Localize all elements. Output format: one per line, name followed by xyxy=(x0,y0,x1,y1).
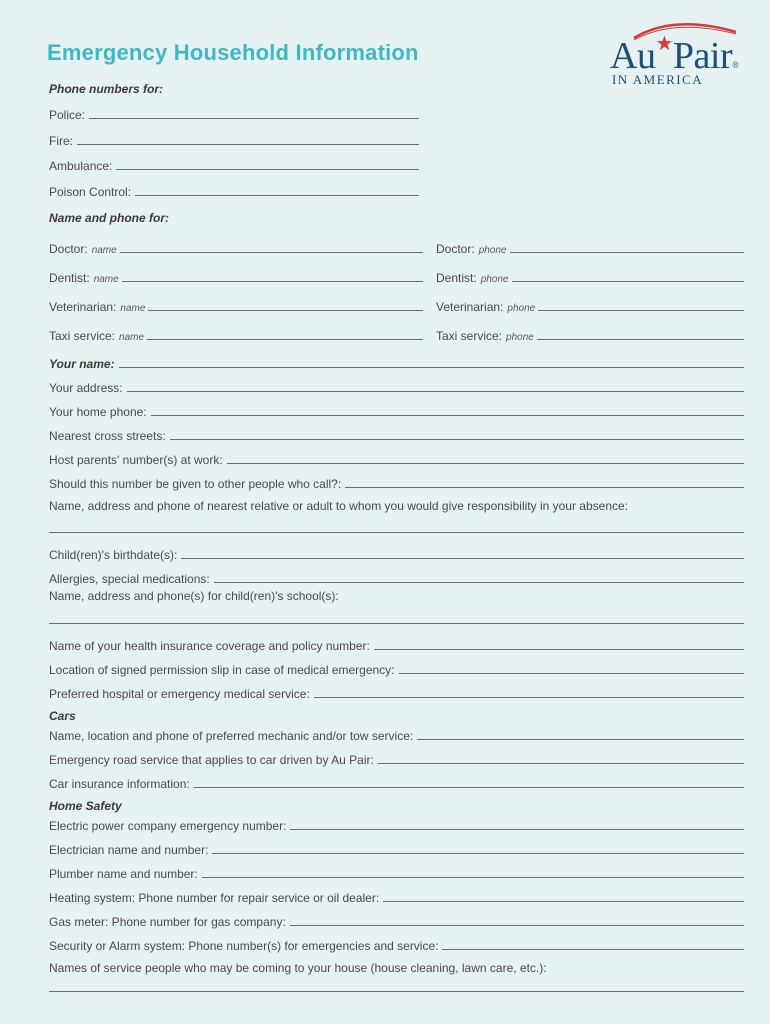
car-insurance-field[interactable]: Car insurance information: xyxy=(49,775,744,791)
section-home-safety: Home Safety xyxy=(49,799,122,813)
logo-subtitle: IN AMERICA xyxy=(612,72,704,87)
ambulance-field[interactable]: Ambulance: xyxy=(49,157,419,173)
poison-control-field[interactable]: Poison Control: xyxy=(49,183,419,199)
taxi-name-field[interactable]: Taxi service: name xyxy=(49,327,423,343)
doctor-phone-field[interactable]: Doctor: phone xyxy=(436,240,744,256)
veterinarian-name-field[interactable]: Veterinarian: name xyxy=(49,298,423,314)
fire-field[interactable]: Fire: xyxy=(49,132,419,148)
plumber-field[interactable]: Plumber name and number: xyxy=(49,865,744,881)
insurance-field[interactable]: Name of your health insurance coverage and policy number: xyxy=(49,637,744,653)
veterinarian-phone-field[interactable]: Veterinarian: phone xyxy=(436,298,744,314)
relative-label: Name, address and phone of nearest relative or adult to whom you would give responsibility in your absence: xyxy=(49,499,628,513)
address-field[interactable]: Your address: xyxy=(49,379,744,395)
taxi-phone-field[interactable]: Taxi service: phone xyxy=(436,327,744,343)
school-line[interactable] xyxy=(49,623,744,624)
section-phone-numbers: Phone numbers for: xyxy=(49,82,164,96)
security-field[interactable]: Security or Alarm system: Phone number(s) for emergencies and service: xyxy=(49,937,744,953)
home-phone-field[interactable]: Your home phone: xyxy=(49,403,744,419)
mechanic-field[interactable]: Name, location and phone of preferred mechanic and/or tow service: xyxy=(49,727,744,743)
section-cars: Cars xyxy=(49,709,76,723)
your-name-field[interactable]: Your name: xyxy=(49,355,744,371)
gas-field[interactable]: Gas meter: Phone number for gas company: xyxy=(49,913,744,929)
power-field[interactable]: Electric power company emergency number: xyxy=(49,817,744,833)
logo-star-icon: ★ xyxy=(655,33,673,55)
hospital-field[interactable]: Preferred hospital or emergency medical service: xyxy=(49,685,744,701)
heating-field[interactable]: Heating system: Phone number for repair service or oil dealer: xyxy=(49,889,744,905)
police-field[interactable]: Police: xyxy=(49,106,419,122)
host-work-field[interactable]: Host parents' number(s) at work: xyxy=(49,451,744,467)
birthdates-field[interactable]: Child(ren)'s birthdate(s): xyxy=(49,546,744,562)
logo-wordmark: Au★Pair® xyxy=(610,33,739,77)
page-title: Emergency Household Information xyxy=(47,40,419,65)
road-service-field[interactable]: Emergency road service that applies to car driven by Au Pair: xyxy=(49,751,744,767)
service-people-label: Names of service people who may be coming to your house (house cleaning, lawn care, etc.): xyxy=(49,961,547,975)
school-label: Name, address and phone(s) for child(ren)'s school(s): xyxy=(49,589,339,603)
au-pair-logo xyxy=(604,16,744,90)
cross-streets-field[interactable]: Nearest cross streets: xyxy=(49,427,744,443)
electrician-field[interactable]: Electrician name and number: xyxy=(49,841,744,857)
dentist-name-field[interactable]: Dentist: name xyxy=(49,269,423,285)
section-name-phone: Name and phone for: xyxy=(49,211,170,225)
dentist-phone-field[interactable]: Dentist: phone xyxy=(436,269,744,285)
service-people-line[interactable] xyxy=(49,991,744,992)
allergies-field[interactable]: Allergies, special medications: xyxy=(49,570,744,586)
permission-field[interactable]: Location of signed permission slip in case of medical emergency: xyxy=(49,661,744,677)
doctor-name-field[interactable]: Doctor: name xyxy=(49,240,423,256)
relative-line[interactable] xyxy=(49,532,744,533)
give-number-field[interactable]: Should this number be given to other people who call?: xyxy=(49,475,744,491)
